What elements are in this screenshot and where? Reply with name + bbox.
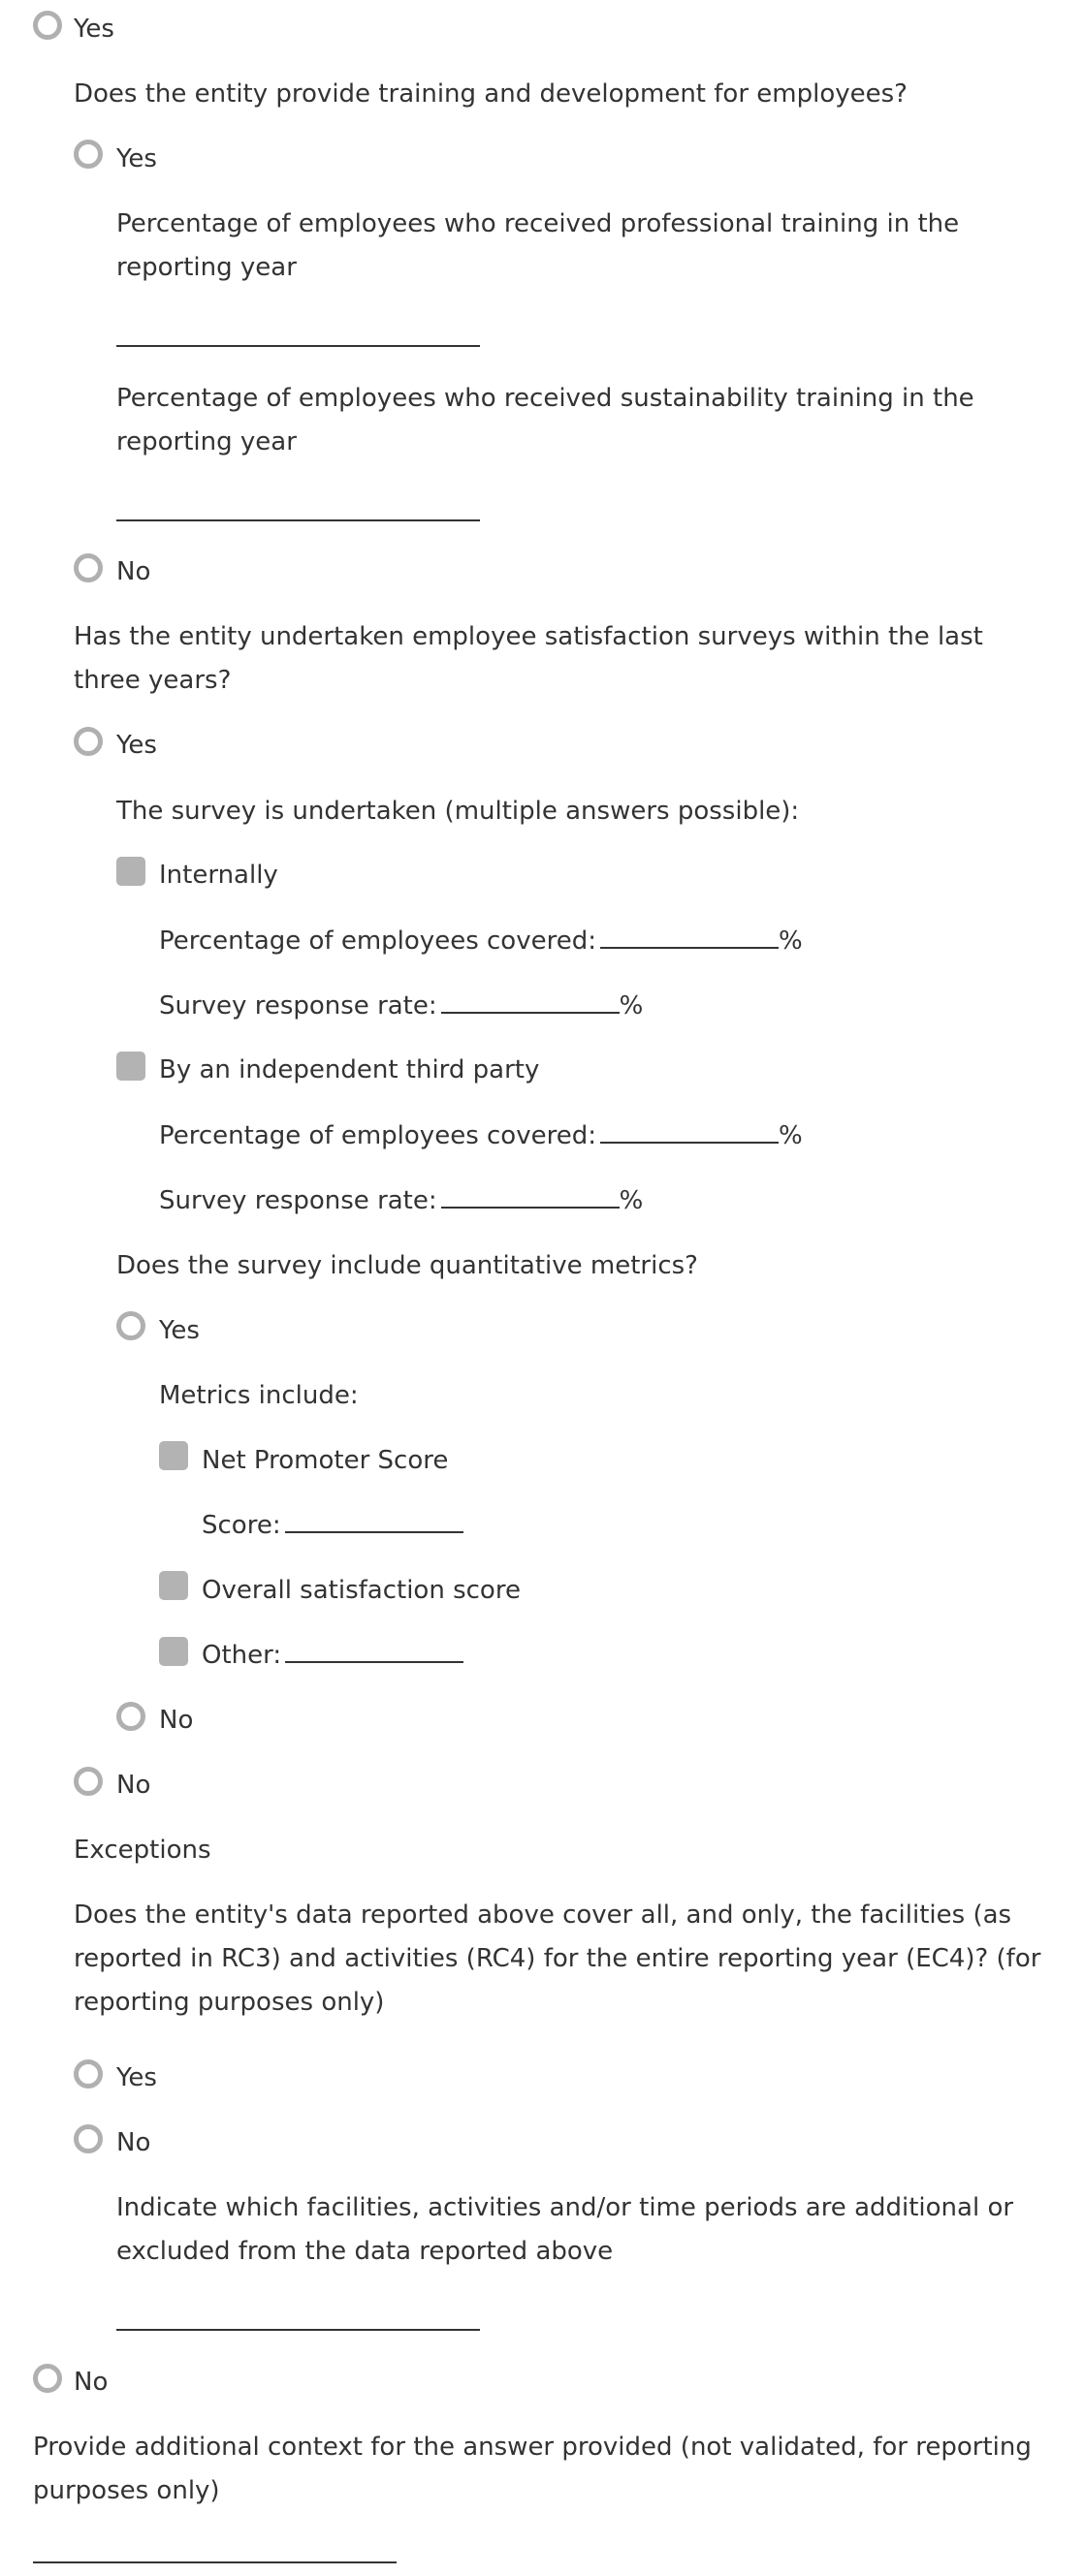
- training-no-radio[interactable]: [74, 553, 103, 582]
- quant-yes-radio[interactable]: [116, 1311, 145, 1340]
- int-coverage-input[interactable]: [600, 921, 779, 949]
- tp-coverage-percent: %: [778, 1121, 803, 1150]
- other-label: Other:: [202, 1641, 282, 1670]
- top-no-label: No: [74, 2368, 109, 2397]
- top-yes-label: Yes: [74, 15, 114, 44]
- survey-yes-radio[interactable]: [74, 727, 103, 756]
- score-label: Score:: [202, 1511, 281, 1540]
- indicate-label: Indicate which facilities, activities and/or time periods are additional or excluded from the data reported above: [116, 2193, 1014, 2266]
- exceptions-yes-label: Yes: [116, 2063, 157, 2092]
- tp-coverage-row: [159, 1115, 803, 1158]
- exceptions-heading: Exceptions: [74, 1836, 211, 1865]
- training-no-label: No: [116, 557, 151, 586]
- int-coverage-percent: %: [778, 927, 803, 956]
- survey-no-radio[interactable]: [74, 1767, 103, 1796]
- quant-no-label: No: [159, 1706, 194, 1735]
- quant-yes-label: Yes: [159, 1316, 200, 1345]
- nps-label: Net Promoter Score: [202, 1446, 449, 1475]
- tp-response-input[interactable]: [441, 1180, 620, 1209]
- other-input[interactable]: [285, 1635, 463, 1663]
- overall-checkbox[interactable]: [159, 1571, 188, 1600]
- internally-checkbox[interactable]: [116, 857, 145, 886]
- int-response-row: [159, 985, 643, 1028]
- top-no-radio[interactable]: [33, 2364, 62, 2393]
- training-yes-label: Yes: [116, 144, 157, 173]
- survey-undertaken-label: The survey is undertaken (multiple answers possible):: [116, 797, 800, 826]
- metrics-include-label: Metrics include:: [159, 1381, 359, 1410]
- sust-training-label: Percentage of employees who received sustainability training in the reporting year: [116, 384, 974, 456]
- internally-label: Internally: [159, 861, 278, 890]
- int-response-label: Survey response rate:: [159, 991, 437, 1021]
- tp-coverage-label: Percentage of employees covered:: [159, 1121, 596, 1150]
- tp-coverage-input[interactable]: [600, 1115, 779, 1144]
- context-input[interactable]: [33, 2561, 397, 2563]
- third-party-checkbox[interactable]: [116, 1052, 145, 1081]
- tp-response-label: Survey response rate:: [159, 1186, 437, 1215]
- tp-response-row: [159, 1179, 643, 1223]
- indicate-input[interactable]: [116, 2329, 480, 2331]
- other-checkbox[interactable]: [159, 1637, 188, 1666]
- survey-question: Has the entity undertaken employee satisfaction surveys within the last three years?: [74, 622, 983, 695]
- other-row: [202, 1634, 463, 1678]
- int-response-input[interactable]: [441, 986, 620, 1014]
- third-party-label: By an independent third party: [159, 1055, 540, 1084]
- training-yes-radio[interactable]: [74, 140, 103, 169]
- nps-checkbox[interactable]: [159, 1441, 188, 1470]
- score-input[interactable]: [285, 1505, 463, 1533]
- quant-no-radio[interactable]: [116, 1702, 145, 1731]
- exceptions-question: Does the entity's data reported above cover all, and only, the facilities (as reported in RC3) and activities (RC4) for the entire reporting year (EC4)? (for reporting purposes only): [74, 1901, 1041, 2017]
- survey-no-label: No: [116, 1771, 151, 1800]
- int-coverage-row: [159, 920, 803, 963]
- int-response-percent: %: [619, 991, 644, 1021]
- sust-training-input[interactable]: [116, 519, 480, 521]
- prof-training-label: Percentage of employees who received professional training in the reporting year: [116, 209, 960, 282]
- exceptions-yes-radio[interactable]: [74, 2059, 103, 2089]
- int-coverage-label: Percentage of employees covered:: [159, 927, 596, 956]
- prof-training-input[interactable]: [116, 345, 480, 347]
- survey-yes-label: Yes: [116, 731, 157, 760]
- exceptions-no-radio[interactable]: [74, 2124, 103, 2153]
- top-yes-radio[interactable]: [33, 11, 62, 40]
- context-label: Provide additional context for the answer provided (not validated, for reporting purposes only): [33, 2433, 1032, 2505]
- exceptions-no-label: No: [116, 2128, 151, 2157]
- overall-label: Overall satisfaction score: [202, 1576, 521, 1605]
- quant-question: Does the survey include quantitative metrics?: [116, 1251, 698, 1280]
- tp-response-percent: %: [619, 1186, 644, 1215]
- training-question: Does the entity provide training and development for employees?: [74, 79, 908, 109]
- score-row: [202, 1504, 463, 1548]
